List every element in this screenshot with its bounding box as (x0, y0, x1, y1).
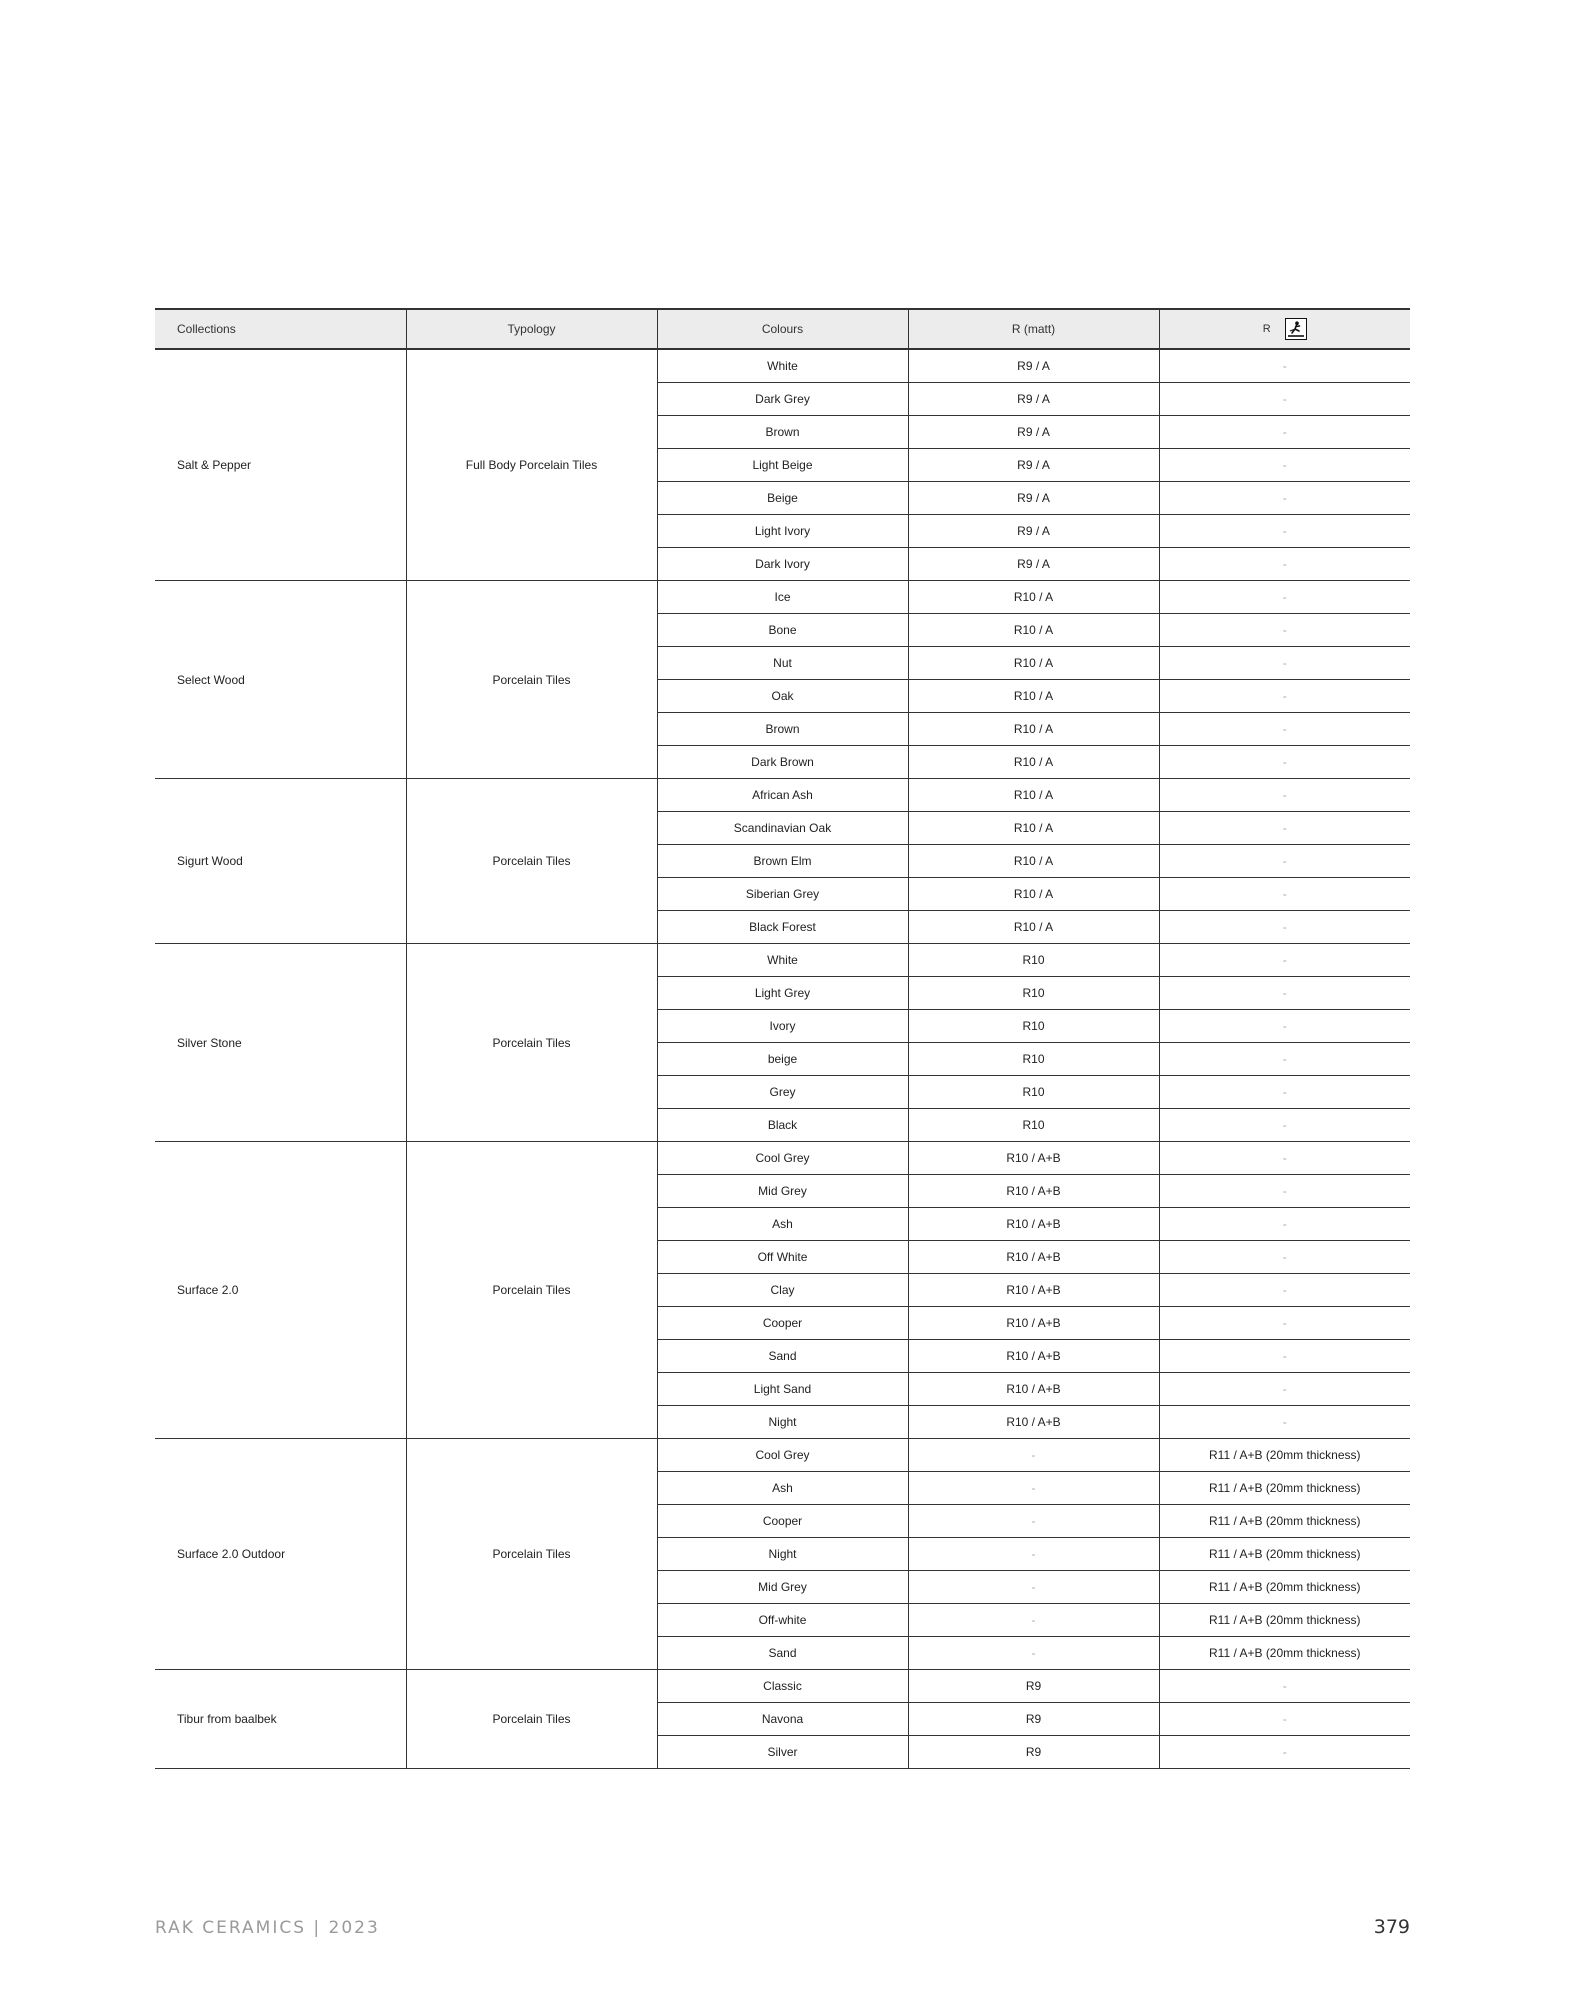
r-cell: R11 / A+B (20mm thickness) (1159, 1505, 1410, 1538)
table-row (155, 1670, 1410, 1703)
colour-cell: Brown (657, 713, 908, 746)
r-matt-cell: R9 / A (908, 383, 1159, 416)
r-cell: R11 / A+B (20mm thickness) (1159, 1439, 1410, 1472)
slip-resistance-table-container (155, 308, 1410, 1769)
r-matt-cell: R9 (908, 1703, 1159, 1736)
header-typology: Typology (406, 309, 657, 349)
colour-cell: Navona (657, 1703, 908, 1736)
r-matt-cell: R10 / A (908, 746, 1159, 779)
r-matt-cell: R10 / A (908, 812, 1159, 845)
colour-cell: Mid Grey (657, 1571, 908, 1604)
r-matt-cell: R10 / A (908, 647, 1159, 680)
r-cell: R11 / A+B (20mm thickness) (1159, 1538, 1410, 1571)
r-cell: - (1159, 944, 1410, 977)
r-matt-cell: R9 (908, 1736, 1159, 1769)
colour-cell: Dark Grey (657, 383, 908, 416)
r-matt-cell: R10 / A (908, 614, 1159, 647)
header-collections: Collections (155, 309, 406, 349)
r-cell: - (1159, 1340, 1410, 1373)
r-matt-cell: R10 (908, 944, 1159, 977)
header-colours: Colours (657, 309, 908, 349)
r-matt-cell: - (908, 1637, 1159, 1670)
r-matt-cell: R10 / A+B (908, 1241, 1159, 1274)
colour-cell: Light Ivory (657, 515, 908, 548)
header-r-label: R (1262, 323, 1271, 335)
header-r (1159, 309, 1410, 349)
colour-cell: Grey (657, 1076, 908, 1109)
colour-cell: Brown (657, 416, 908, 449)
r-matt-cell: - (908, 1538, 1159, 1571)
r-matt-cell: R10 / A+B (908, 1208, 1159, 1241)
r-matt-cell: R9 / A (908, 515, 1159, 548)
colour-cell: Bone (657, 614, 908, 647)
r-cell: - (1159, 383, 1410, 416)
r-matt-cell: R9 / A (908, 482, 1159, 515)
colour-cell: Sand (657, 1637, 908, 1670)
r-cell: - (1159, 878, 1410, 911)
collection-cell: Surface 2.0 (155, 1142, 406, 1439)
r-matt-cell: R10 (908, 977, 1159, 1010)
r-cell: - (1159, 416, 1410, 449)
colour-cell: White (657, 349, 908, 383)
r-cell: - (1159, 482, 1410, 515)
r-cell: - (1159, 1670, 1410, 1703)
r-matt-cell: R10 / A+B (908, 1373, 1159, 1406)
r-matt-cell: R10 / A (908, 581, 1159, 614)
r-matt-cell: R10 (908, 1109, 1159, 1142)
r-cell: - (1159, 1274, 1410, 1307)
r-matt-cell: R10 / A+B (908, 1142, 1159, 1175)
typology-cell: Porcelain Tiles (406, 581, 657, 779)
collection-cell: Select Wood (155, 581, 406, 779)
r-cell: - (1159, 1241, 1410, 1274)
r-cell: - (1159, 581, 1410, 614)
r-cell: - (1159, 1109, 1410, 1142)
r-matt-cell: R10 / A+B (908, 1175, 1159, 1208)
collection-cell: Silver Stone (155, 944, 406, 1142)
r-cell: - (1159, 812, 1410, 845)
r-cell: - (1159, 1043, 1410, 1076)
colour-cell: Scandinavian Oak (657, 812, 908, 845)
table-row (155, 1439, 1410, 1472)
r-cell: - (1159, 1175, 1410, 1208)
r-matt-cell: R9 / A (908, 548, 1159, 581)
colour-cell: Black (657, 1109, 908, 1142)
collection-cell: Surface 2.0 Outdoor (155, 1439, 406, 1670)
r-cell: - (1159, 1373, 1410, 1406)
r-matt-cell: R10 / A (908, 779, 1159, 812)
colour-cell: Beige (657, 482, 908, 515)
colour-cell: Sand (657, 1340, 908, 1373)
colour-cell: Ice (657, 581, 908, 614)
r-cell: - (1159, 713, 1410, 746)
r-cell: - (1159, 746, 1410, 779)
colour-cell: Off-white (657, 1604, 908, 1637)
r-matt-cell: R9 (908, 1670, 1159, 1703)
table-row (155, 779, 1410, 812)
table-row (155, 1142, 1410, 1175)
r-cell: - (1159, 1736, 1410, 1769)
r-cell: - (1159, 349, 1410, 383)
colour-cell: Ash (657, 1208, 908, 1241)
r-matt-cell: R9 / A (908, 416, 1159, 449)
colour-cell: Classic (657, 1670, 908, 1703)
r-matt-cell: R10 / A+B (908, 1406, 1159, 1439)
table-body (155, 349, 1410, 1769)
r-matt-cell: - (908, 1604, 1159, 1637)
r-matt-cell: R10 / A (908, 680, 1159, 713)
r-cell: - (1159, 1703, 1410, 1736)
r-cell: - (1159, 1307, 1410, 1340)
colour-cell: Dark Ivory (657, 548, 908, 581)
r-cell: R11 / A+B (20mm thickness) (1159, 1604, 1410, 1637)
colour-cell: Oak (657, 680, 908, 713)
r-cell: R11 / A+B (20mm thickness) (1159, 1472, 1410, 1505)
colour-cell: Night (657, 1538, 908, 1571)
r-cell: - (1159, 845, 1410, 878)
r-cell: - (1159, 977, 1410, 1010)
r-matt-cell: - (908, 1472, 1159, 1505)
r-cell: R11 / A+B (20mm thickness) (1159, 1571, 1410, 1604)
r-matt-cell: R10 / A (908, 911, 1159, 944)
r-cell: R11 / A+B (20mm thickness) (1159, 1637, 1410, 1670)
r-matt-cell: R10 / A (908, 845, 1159, 878)
colour-cell: Black Forest (657, 911, 908, 944)
collection-cell: Sigurt Wood (155, 779, 406, 944)
r-matt-cell: R10 / A+B (908, 1340, 1159, 1373)
r-matt-cell: R10 / A (908, 713, 1159, 746)
r-cell: - (1159, 1208, 1410, 1241)
colour-cell: beige (657, 1043, 908, 1076)
r-matt-cell: R10 / A+B (908, 1307, 1159, 1340)
header-r-matt: R (matt) (908, 309, 1159, 349)
r-matt-cell: - (908, 1571, 1159, 1604)
r-matt-cell: R10 (908, 1076, 1159, 1109)
colour-cell: Mid Grey (657, 1175, 908, 1208)
colour-cell: Ash (657, 1472, 908, 1505)
typology-cell: Porcelain Tiles (406, 1670, 657, 1769)
r-cell: - (1159, 449, 1410, 482)
colour-cell: Cool Grey (657, 1439, 908, 1472)
r-cell: - (1159, 911, 1410, 944)
colour-cell: Silver (657, 1736, 908, 1769)
colour-cell: African Ash (657, 779, 908, 812)
typology-cell: Porcelain Tiles (406, 944, 657, 1142)
r-cell: - (1159, 779, 1410, 812)
page-number: 379 (1373, 1916, 1410, 1938)
r-cell: - (1159, 614, 1410, 647)
colour-cell: White (657, 944, 908, 977)
ramp-slip-icon (1285, 318, 1307, 340)
typology-cell: Porcelain Tiles (406, 1142, 657, 1439)
colour-cell: Off White (657, 1241, 908, 1274)
collection-cell: Salt & Pepper (155, 349, 406, 581)
r-cell: - (1159, 1010, 1410, 1043)
table-row (155, 349, 1410, 383)
colour-cell: Cooper (657, 1307, 908, 1340)
r-cell: - (1159, 515, 1410, 548)
r-matt-cell: R9 / A (908, 349, 1159, 383)
colour-cell: Night (657, 1406, 908, 1439)
colour-cell: Brown Elm (657, 845, 908, 878)
footer-brand: RAK CERAMICS | 2023 (155, 1918, 380, 1938)
r-matt-cell: R10 (908, 1043, 1159, 1076)
typology-cell: Full Body Porcelain Tiles (406, 349, 657, 581)
typology-cell: Porcelain Tiles (406, 779, 657, 944)
r-matt-cell: R10 / A+B (908, 1274, 1159, 1307)
colour-cell: Cooper (657, 1505, 908, 1538)
table-row (155, 944, 1410, 977)
colour-cell: Nut (657, 647, 908, 680)
r-cell: - (1159, 1076, 1410, 1109)
colour-cell: Dark Brown (657, 746, 908, 779)
table-header-row (155, 309, 1410, 349)
colour-cell: Ivory (657, 1010, 908, 1043)
r-matt-cell: R10 / A (908, 878, 1159, 911)
slip-resistance-table (155, 308, 1410, 1769)
r-cell: - (1159, 680, 1410, 713)
colour-cell: Cool Grey (657, 1142, 908, 1175)
table-row (155, 581, 1410, 614)
colour-cell: Light Grey (657, 977, 908, 1010)
colour-cell: Light Sand (657, 1373, 908, 1406)
r-matt-cell: R10 (908, 1010, 1159, 1043)
collection-cell: Tibur from baalbek (155, 1670, 406, 1769)
colour-cell: Light Beige (657, 449, 908, 482)
colour-cell: Clay (657, 1274, 908, 1307)
r-cell: - (1159, 1406, 1410, 1439)
colour-cell: Siberian Grey (657, 878, 908, 911)
r-matt-cell: - (908, 1439, 1159, 1472)
r-cell: - (1159, 1142, 1410, 1175)
r-cell: - (1159, 647, 1410, 680)
r-matt-cell: R9 / A (908, 449, 1159, 482)
r-matt-cell: - (908, 1505, 1159, 1538)
typology-cell: Porcelain Tiles (406, 1439, 657, 1670)
r-cell: - (1159, 548, 1410, 581)
